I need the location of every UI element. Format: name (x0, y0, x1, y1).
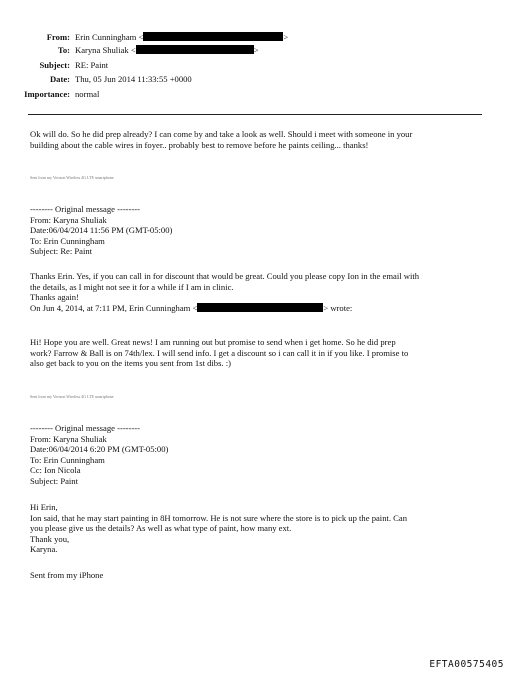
sent-from-signature: Sent from my Verizon Wireless 4G LTE smartphone (30, 394, 114, 399)
to-value: Karyna Shuliak < (75, 45, 136, 55)
body-line: Thanks Erin. Yes, if you can call in for discount that would be great. Could you please copy Ion in the email with (30, 271, 420, 281)
body-line: Hi! Hope you are well. Great news! I am running out but promise to send when i get home. So he did prep (30, 337, 396, 347)
body-line: Ion said, that he may start painting in 8H tomorrow. He is not sure where the store is to pick up the paint. Can (30, 512, 408, 523)
orig-from: From: Karyna Shuliak (30, 214, 107, 225)
redaction-bar (143, 32, 283, 41)
orig-subject: Subject: Paint (30, 475, 78, 486)
from-value-wrap (75, 32, 288, 43)
redaction-bar (136, 45, 254, 54)
from-label: From: (46, 32, 70, 42)
body-line: Karyna. (30, 544, 58, 555)
to-value-wrap (75, 45, 259, 56)
body-line: Thanks again! (30, 292, 79, 303)
body-line: you please give us the details? As well as what type of paint, how many ext. (30, 523, 292, 534)
message-body (30, 271, 490, 313)
body-line (30, 303, 490, 314)
reply-line: building about the cable wires in foyer.. probably best to remove before he paints ceiling... thanks! (30, 139, 369, 150)
orig-to: To: Erin Cunningham (30, 235, 105, 246)
to-end: > (253, 45, 259, 55)
date-value: Thu, 05 Jun 2014 11:33:55 +0000 (75, 74, 192, 84)
reply-line: Ok will do. So he did prep already? I can come by and take a look as well. Should i meet with someone in your (30, 129, 413, 139)
orig-to: To: Erin Cunningham (30, 454, 105, 465)
orig-date: Date:06/04/2014 11:56 PM (GMT-05:00) (30, 225, 173, 236)
body-line: work? Farrow & Ball is on 74th/lex. I will send info. I get a discount so i can call it in if you like. I promise to (30, 347, 409, 358)
from-value: Erin Cunningham < (75, 32, 144, 42)
orig-from: From: Karyna Shuliak (30, 433, 107, 444)
header-divider (28, 114, 482, 115)
reply-message (30, 129, 490, 150)
redaction-bar (197, 303, 323, 312)
orig-cc: Cc: Ion Nicola (30, 465, 81, 476)
document-id: EFTA00575405 (429, 659, 504, 670)
message-body (30, 502, 490, 555)
importance-label: Importance: (24, 89, 70, 99)
orig-date: Date:06/04/2014 6:20 PM (GMT-05:00) (30, 444, 169, 455)
original-message-marker: -------- Original message -------- (30, 204, 140, 214)
orig-subject: Subject: Re: Paint (30, 246, 93, 257)
wrote-line-start: On Jun 4, 2014, at 7:11 PM, Erin Cunningham < (30, 302, 198, 313)
original-message-header (30, 423, 490, 487)
importance-value: normal (75, 89, 100, 99)
original-message-marker: -------- Original message -------- (30, 423, 140, 433)
sent-from-iphone (30, 570, 490, 581)
body-line: Thank you, (30, 533, 70, 544)
subject-value: RE: Paint (75, 60, 109, 70)
body-line: the details, as I might not see it for a while if I am in clinic. (30, 281, 234, 292)
subject-label: Subject: (39, 60, 70, 70)
message-body (30, 337, 490, 369)
original-message-header (30, 204, 490, 257)
to-label: To: (57, 45, 70, 55)
body-line: also get back to you on the items you sent from 1st dibs. :) (30, 358, 231, 369)
from-end: > (283, 32, 289, 42)
sent-from-signature: Sent from my Verizon Wireless 4G LTE smartphone (30, 175, 114, 180)
body-line: Sent from my iPhone (30, 570, 104, 580)
body-line: Hi Erin, (30, 502, 58, 512)
date-label: Date: (49, 74, 70, 84)
wrote-line-end: > wrote: (323, 302, 353, 313)
